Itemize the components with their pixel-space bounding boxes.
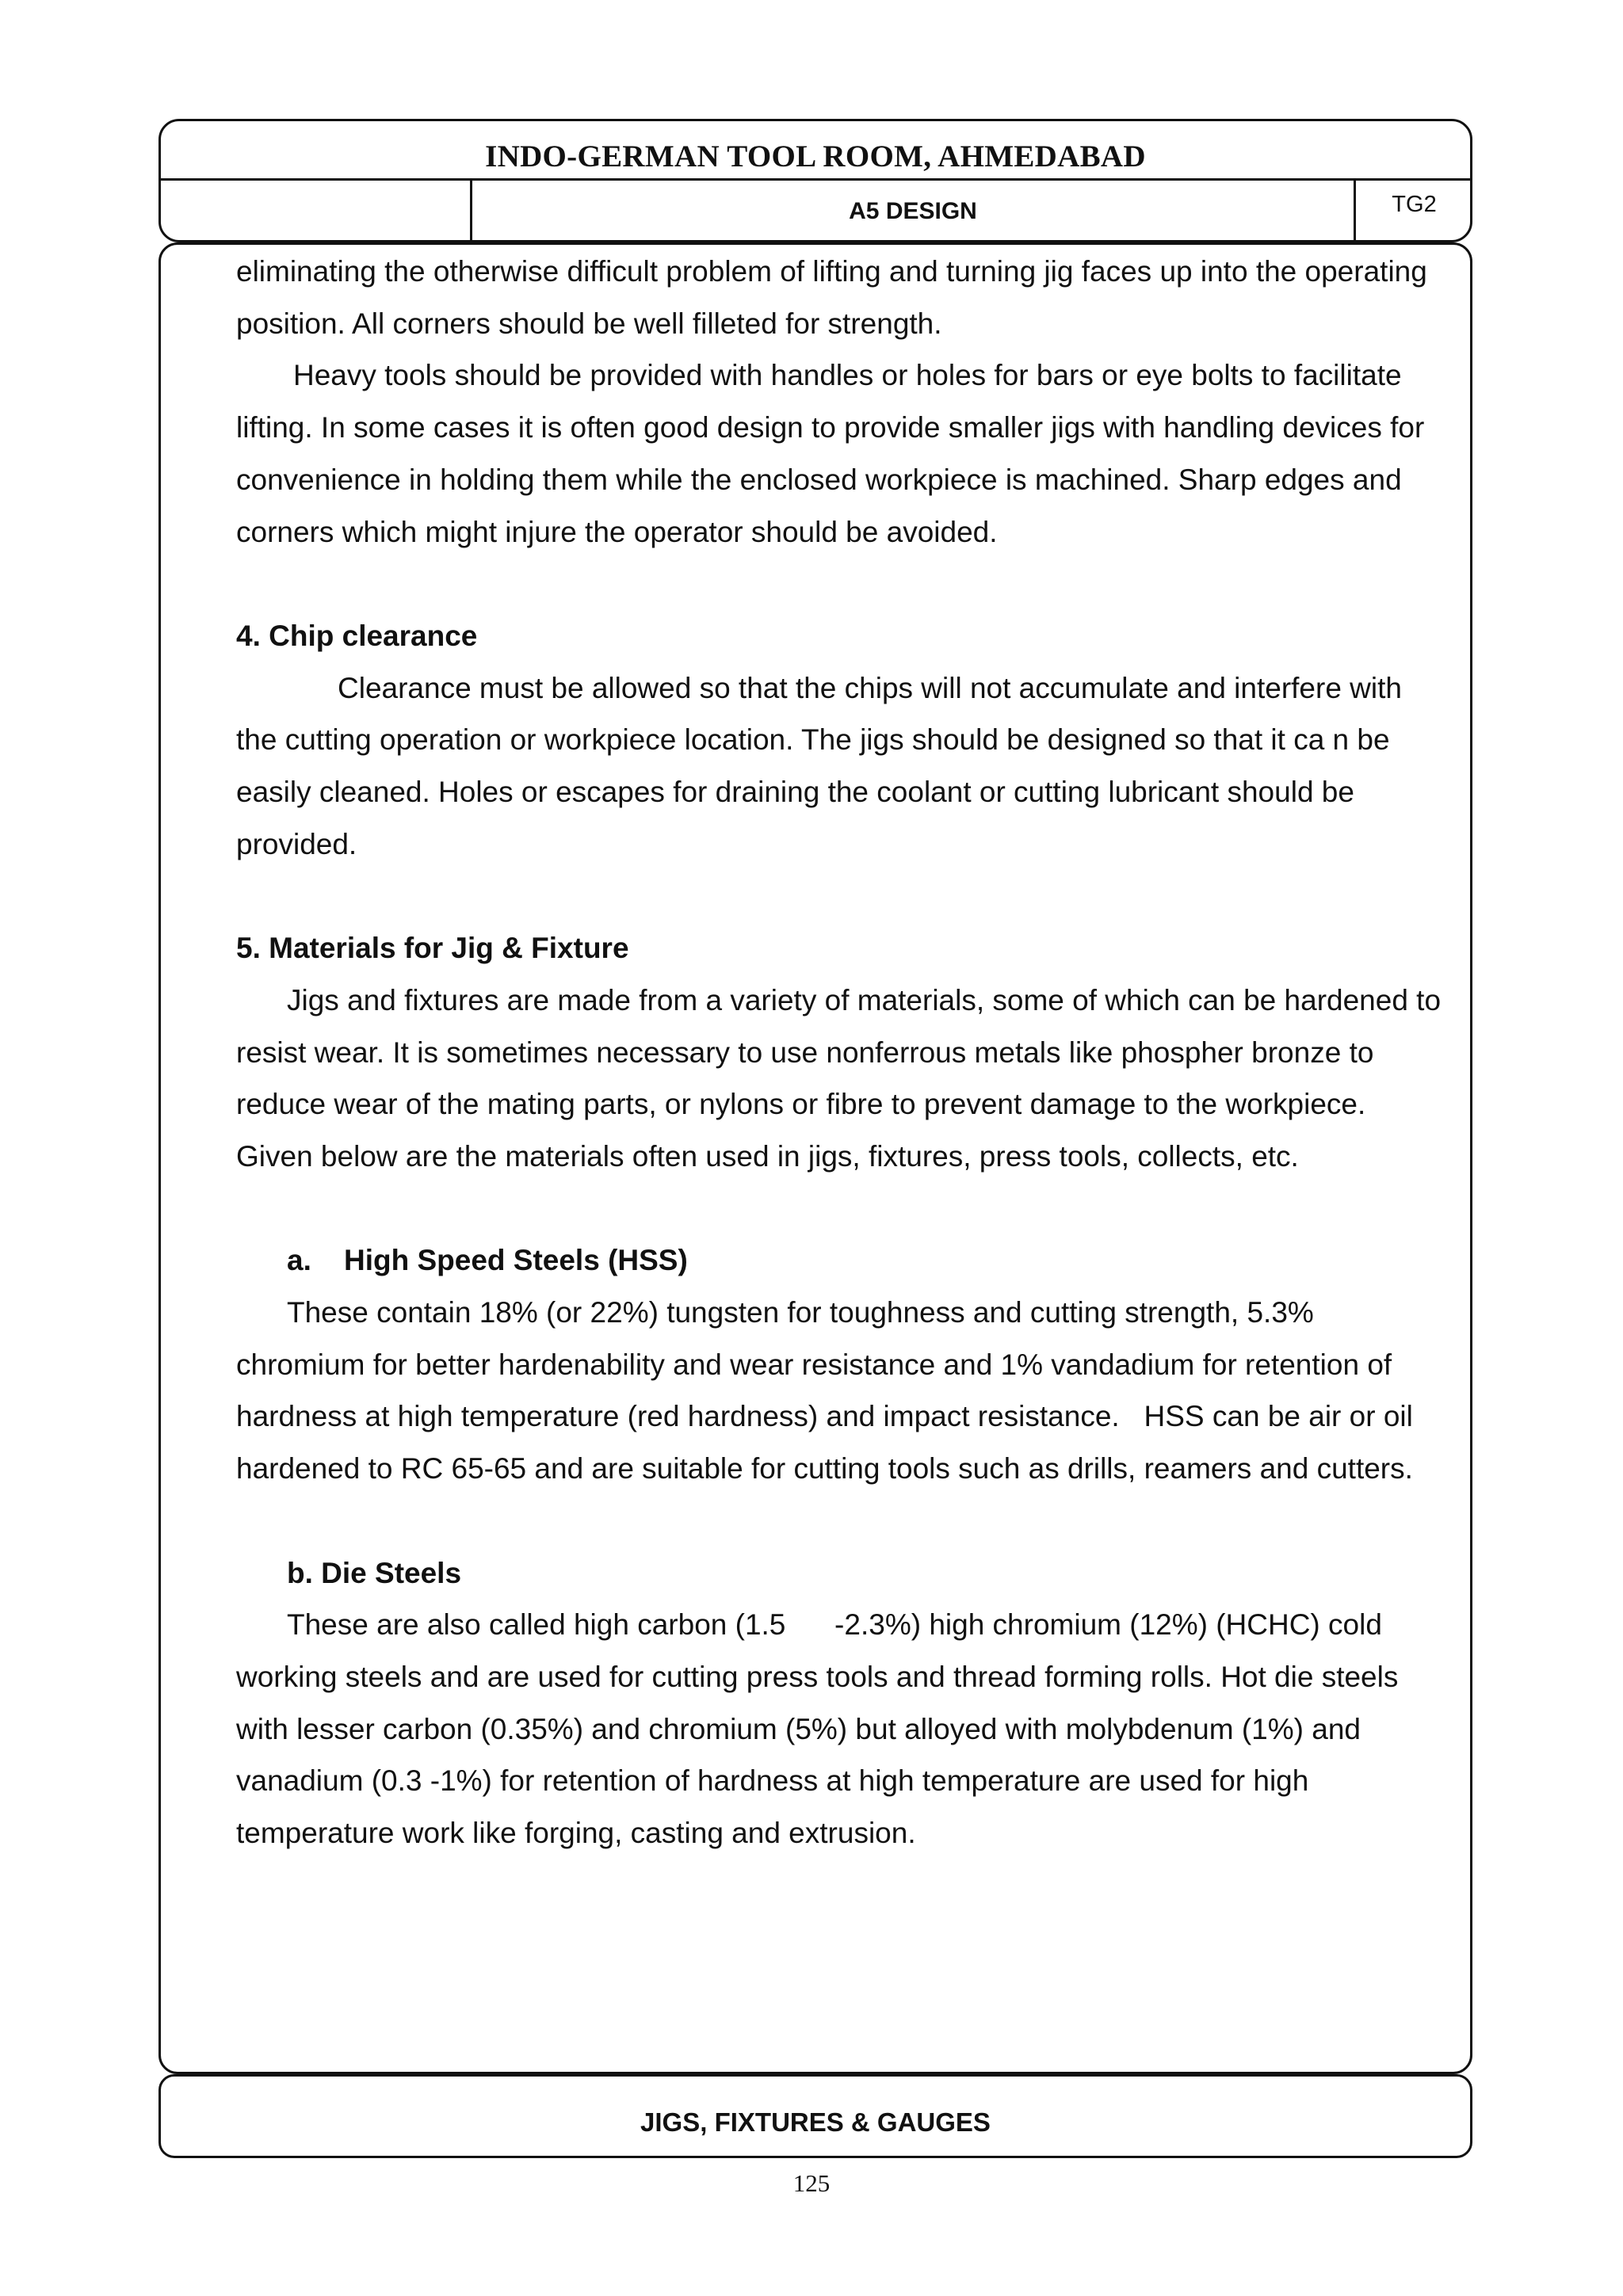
intro-line-5: convenience in holding them while the enclosed workpiece is machined. Sharp edges and <box>236 463 1402 496</box>
intro-line-3: Heavy tools should be provided with handles or holes for bars or eye bolts to facilitate <box>293 359 1402 392</box>
subsection-a-line-3: hardness at high temperature (red hardness) and impact resistance. HSS can be air or oil <box>236 1400 1413 1433</box>
subsection-a-line-4: hardened to RC 65-65 and are suitable for cutting tools such as drills, reamers and cutters. <box>236 1452 1413 1486</box>
subsection-b-heading: b. Die Steels <box>287 1556 462 1589</box>
section-4-heading: 4. Chip clearance <box>236 619 478 652</box>
section-4-line-2: the cutting operation or workpiece location. The jigs should be designed so that it ca n be <box>236 723 1390 757</box>
section-5-line-1: Jigs and fixtures are made from a variety of materials, some of which can be hardened to <box>287 983 1442 1016</box>
spacer <box>236 1495 1472 1547</box>
subsection-b-line-5: temperature work like forging, casting and extrusion. <box>236 1817 916 1850</box>
section-5-line-2: resist wear. It is sometimes necessary to use nonferrous metals like phospher bronze to <box>236 1035 1374 1069</box>
spacer <box>236 1183 1472 1235</box>
intro-line-4: lifting. In some cases it is often good design to provide smaller jigs with handling devices for <box>236 411 1425 444</box>
subsection-b-line-1: These are also called high carbon (1.5 -2.3%) high chromium (12%) (HCHC) cold <box>287 1608 1382 1642</box>
spacer <box>236 870 1472 922</box>
page-content <box>236 246 1472 1859</box>
header-code: TG2 <box>1392 192 1437 217</box>
section-4-line-4: provided. <box>236 827 357 860</box>
section-4-line-1: Clearance must be allowed so that the chips will not accumulate and interfere with <box>338 671 1402 704</box>
header-section: A5 DESIGN <box>849 198 977 224</box>
footer-box <box>158 2074 1472 2158</box>
spacer <box>236 558 1472 610</box>
header-title: INDO-GERMAN TOOL ROOM, AHMEDABAD <box>485 139 1146 174</box>
header-box <box>158 119 1472 242</box>
section-5-line-4: Given below are the materials often used in jigs, fixtures, press tools, collects, etc. <box>236 1139 1299 1173</box>
subsection-b-line-3: with lesser carbon (0.35%) and chromium (5%) but alloyed with molybdenum (1%) and <box>236 1712 1361 1745</box>
subsection-b-line-2: working steels and are used for cutting press tools and thread forming rolls. Hot die steels <box>236 1660 1399 1693</box>
subsection-a-line-2: chromium for better hardenability and wear resistance and 1% vandadium for retention of <box>236 1348 1392 1381</box>
intro-line-2: position. All corners should be well filleted for strength. <box>236 307 942 340</box>
section-5-heading: 5. Materials for Jig & Fixture <box>236 932 629 965</box>
subsection-a-heading: a. High Speed Steels (HSS) <box>287 1244 688 1277</box>
section-5-line-3: reduce wear of the mating parts, or nylons or fibre to prevent damage to the workpiece. <box>236 1088 1366 1121</box>
subsection-b-line-4: vanadium (0.3 -1%) for retention of hardness at high temperature are used for high <box>236 1764 1309 1798</box>
footer-title: JIGS, FIXTURES & GAUGES <box>640 2107 991 2137</box>
subsection-a-line-1: These contain 18% (or 22%) tungsten for toughness and cutting strength, 5.3% <box>287 1296 1314 1329</box>
section-4-line-3: easily cleaned. Holes or escapes for draining the coolant or cutting lubricant should be <box>236 776 1354 809</box>
intro-line-6: corners which might injure the operator should be avoided. <box>236 515 998 548</box>
page-number: 125 <box>792 2169 831 2197</box>
intro-line-1: eliminating the otherwise difficult problem of lifting and turning jig faces up into the operating <box>236 255 1427 288</box>
